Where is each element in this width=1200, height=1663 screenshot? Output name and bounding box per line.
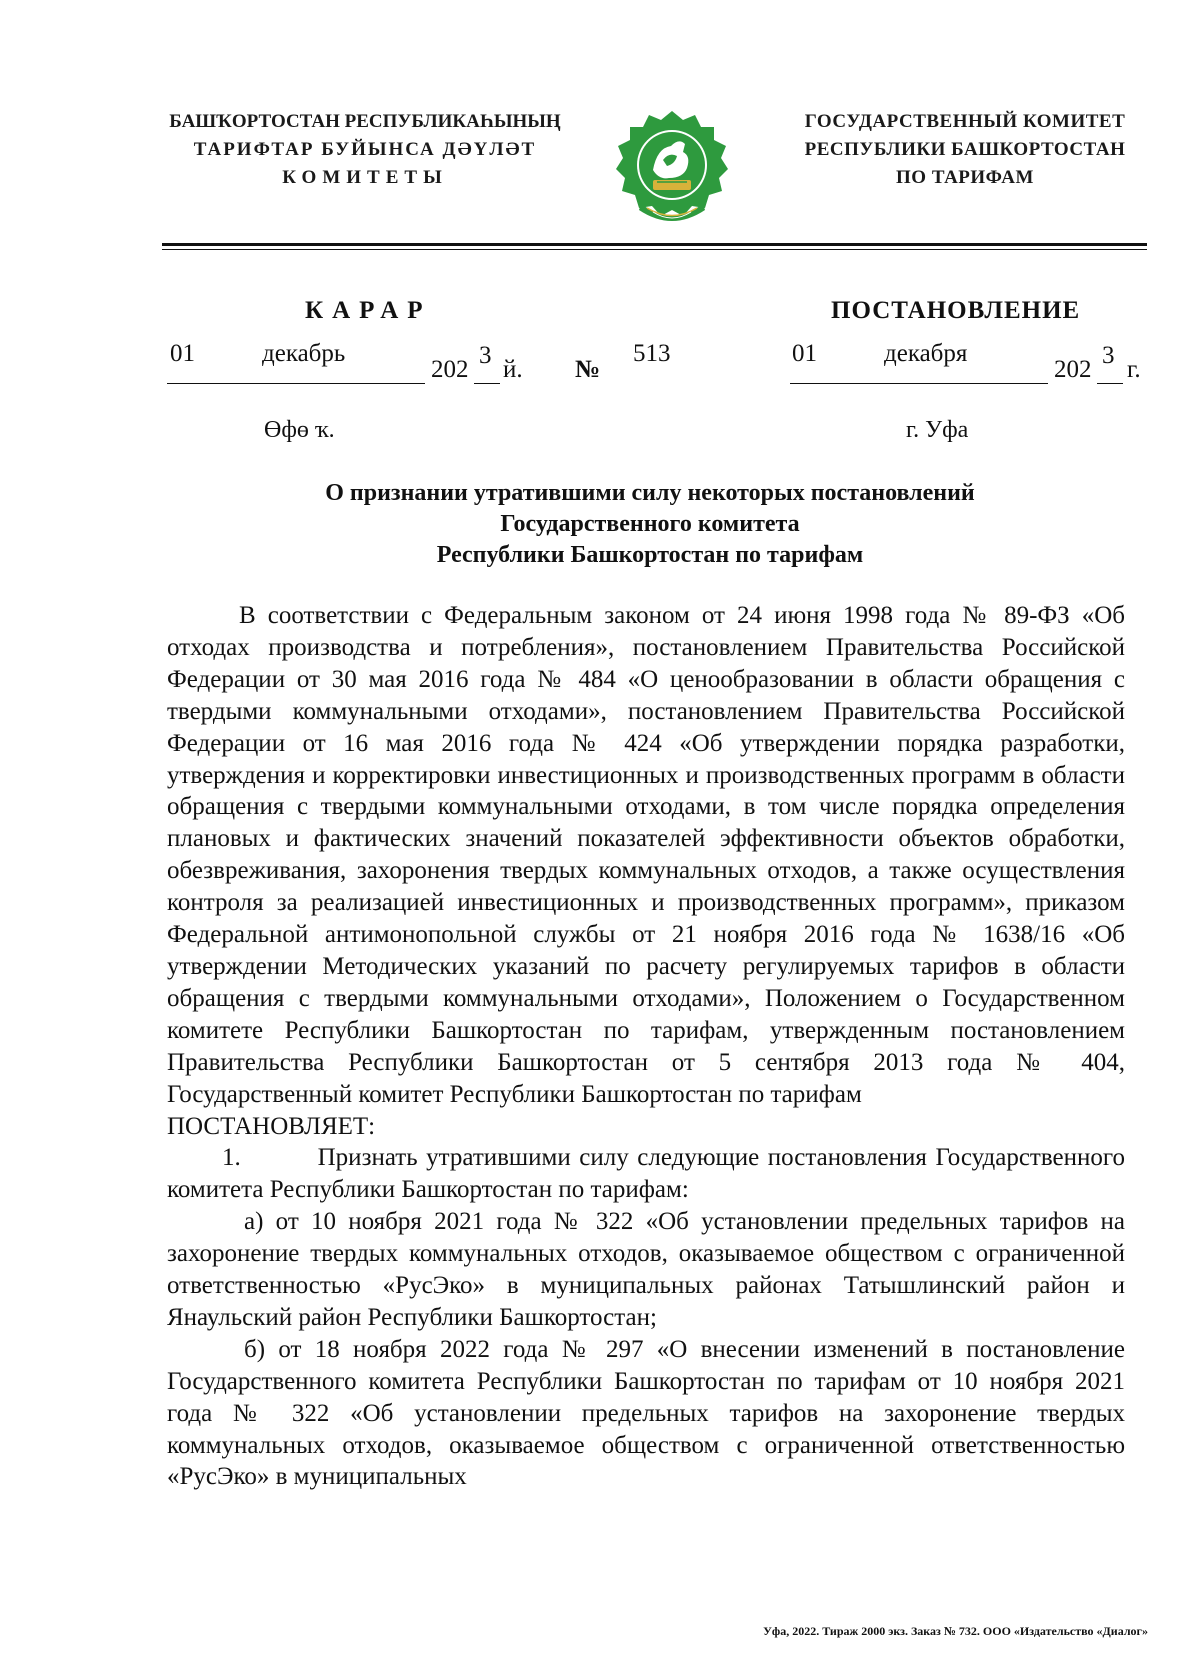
date-right-year-digit: 3 <box>1102 342 1115 369</box>
header-right-line-2: РЕСПУБЛИКИ БАШКОРТОСТАН <box>804 139 1126 160</box>
date-left-year-digit: 3 <box>479 342 492 369</box>
doc-type-russian: ПОСТАНОВЛЕНИЕ <box>831 297 1081 324</box>
title-line-3: Республики Башкортостан по тарифам <box>436 542 864 568</box>
header-right-line-1: ГОСУДАРСТВЕННЫЙ КОМИТЕТ <box>804 111 1126 132</box>
title-line-2: Государственного комитета <box>500 511 800 537</box>
date-right-month: декабря <box>884 340 968 367</box>
number-sign: № <box>575 356 601 383</box>
header-left-line-3: КОМИТЕТЫ <box>282 167 448 188</box>
date-right-year-suffix: г. <box>1127 356 1141 383</box>
item-1-paragraph: 1. Признать утратившими силу следующие постановления Государственного комитета Республики Башкортостан по тарифам: <box>167 1144 1125 1204</box>
item-b-paragraph: б) от 18 ноября 2022 года № 297 «О внесении изменений в постановление Государственного комитета Республики Башкортостан по тарифам от 10 ноября 2021 года № 322 «Об установлении предельных тарифов на захоронение твердых коммунальных отходов, оказываемое обществом с ограниченной ответственностью «РусЭко» в муниципальных <box>167 1335 1125 1491</box>
date-left-year-underline <box>474 383 500 384</box>
date-right-underline <box>790 383 1048 384</box>
document-title <box>160 478 1140 571</box>
print-imprint: Уфа, 2022. Тираж 2000 экз. Заказ № 732. ООО «Издательство «Диалог» <box>763 1624 1148 1638</box>
date-left-day: 01 <box>170 340 195 367</box>
document-body <box>167 600 1125 1493</box>
date-left-month: декабрь <box>262 340 346 367</box>
doc-type-bashkir: КАРАР <box>305 297 432 324</box>
header-divider-thin <box>162 249 1147 250</box>
date-right-year-underline <box>1097 383 1123 384</box>
date-right-day: 01 <box>792 340 817 367</box>
coat-of-arms-icon <box>613 108 731 234</box>
header-divider-thick <box>162 243 1147 246</box>
header-right-line-3: ПО ТАРИФАМ <box>896 167 1034 188</box>
decree-word: ПОСТАНОВЛЯЕТ: <box>167 1112 376 1140</box>
city-bashkir: Өфө ҡ. <box>264 417 335 443</box>
header-left-line-1: БАШҠОРТОСТАН РЕСПУБЛИКАҺЫНЫҢ <box>169 111 561 132</box>
date-left-year-suffix: й. <box>503 356 523 383</box>
intro-paragraph: В соответствии с Федеральным законом от 24 июня 1998 года № 89-ФЗ «Об отходах производства и потребления», постановлением Правительства Российской Федерации от 30 мая 2016 года № 484 «О ценообразовании в области обращения с твердыми коммунальными отходами», постановлением Правительства Российской Федерации от 16 мая 2016 года № 424 «Об утверждении порядка разработки, утверждения и корректировки инвестиционных и производственных программ в области обращения с твердыми коммунальными отходами, в том числе порядка определения плановых и фактических значений показателей эффективности объектов обработки, обезвреживания, захоронения твердых коммунальных отходов, а также осуществления контроля за реализацией инвестиционных и производственных программ», приказом Федеральной антимонопольной службы от 21 ноября 2016 года № 1638/16 «Об утверждении Методических указаний по расчету регулируемых тарифов в области обращения с твердыми коммунальными отходами», Положением о Государственном комитете Республики Башкортостан по тарифам, утвержденным постановлением Правительства Республики Башкортостан от 5 сентября 2013 года № 404, Государственный комитет Республики Башкортостан по тарифам <box>167 602 1125 1108</box>
header-left-line-2: ТАРИФТАР БУЙЫНСА ДӘҮЛӘТ <box>193 139 537 160</box>
date-left-year-prefix: 202 <box>431 356 469 383</box>
date-right-year-prefix: 202 <box>1054 356 1092 383</box>
city-russian: г. Уфа <box>906 417 969 443</box>
header-right-block <box>785 108 1145 192</box>
title-line-1: О признании утратившими силу некоторых постановлений <box>325 480 975 506</box>
item-a-paragraph: а) от 10 ноября 2021 года № 322 «Об установлении предельных тарифов на захоронение твердых коммунальных отходов, оказываемое обществом с ограниченной ответственностью «РусЭко» в муниципальных районах Татышлинский район и Янаульский район Республики Башкортостан; <box>167 1208 1125 1331</box>
date-left-underline <box>167 383 425 384</box>
header-left-block <box>160 108 570 192</box>
decree-number: 513 <box>633 340 671 367</box>
